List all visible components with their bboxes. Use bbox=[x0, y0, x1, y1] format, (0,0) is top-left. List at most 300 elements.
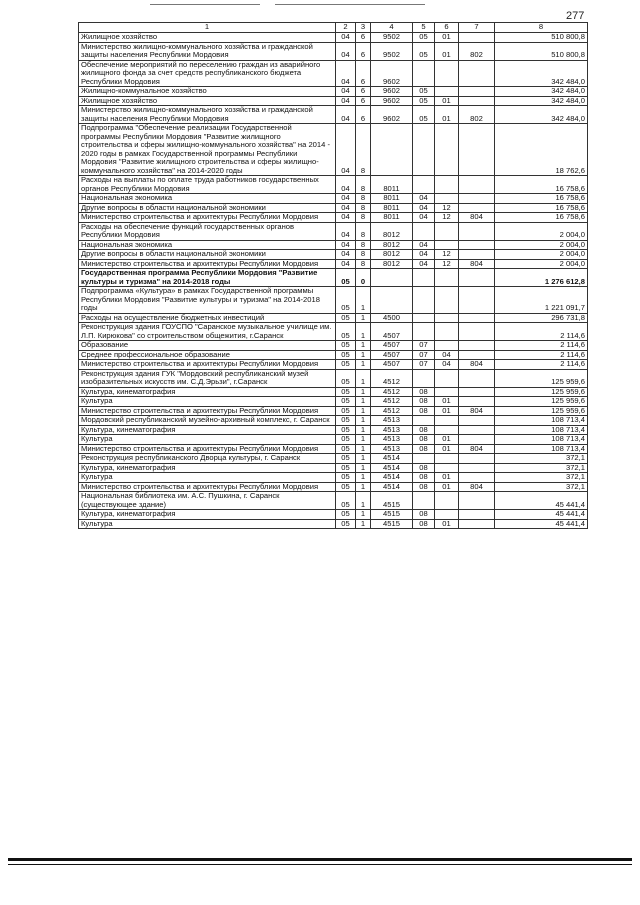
code-cell bbox=[459, 473, 495, 483]
code-cell: 04 bbox=[336, 176, 356, 194]
code-cell bbox=[459, 454, 495, 464]
code-cell bbox=[459, 96, 495, 106]
code-cell bbox=[413, 176, 435, 194]
code-cell bbox=[435, 176, 459, 194]
code-cell bbox=[435, 454, 459, 464]
code-cell: 05 bbox=[336, 323, 356, 341]
code-cell: 1 bbox=[356, 519, 371, 529]
code-cell: 05 bbox=[336, 369, 356, 387]
code-cell bbox=[371, 287, 413, 314]
amount-cell: 372,1 bbox=[495, 482, 588, 492]
code-cell: 04 bbox=[336, 33, 356, 43]
code-cell: 04 bbox=[413, 213, 435, 223]
row-name-cell: Министерство строительства и архитектуры Республики Мордовия bbox=[79, 482, 336, 492]
code-cell bbox=[459, 341, 495, 351]
code-cell: 01 bbox=[435, 482, 459, 492]
row-name-cell: Культура, кинематография bbox=[79, 387, 336, 397]
code-cell: 04 bbox=[336, 203, 356, 213]
code-cell: 8 bbox=[356, 203, 371, 213]
table-row bbox=[79, 463, 588, 473]
code-cell: 01 bbox=[435, 33, 459, 43]
table-row bbox=[79, 203, 588, 213]
budget-table bbox=[78, 22, 588, 529]
code-cell: 04 bbox=[336, 60, 356, 87]
table-body bbox=[79, 23, 588, 529]
code-cell: 07 bbox=[413, 360, 435, 370]
code-cell: 04 bbox=[413, 259, 435, 269]
table-row bbox=[79, 492, 588, 510]
code-cell: 1 bbox=[356, 341, 371, 351]
amount-cell: 16 758,6 bbox=[495, 176, 588, 194]
code-cell bbox=[459, 124, 495, 176]
code-cell: 802 bbox=[459, 106, 495, 124]
table-row bbox=[79, 444, 588, 454]
table-row bbox=[79, 425, 588, 435]
code-cell: 4513 bbox=[371, 435, 413, 445]
amount-cell: 2 004,0 bbox=[495, 250, 588, 260]
code-cell: 4514 bbox=[371, 482, 413, 492]
code-cell: 1 bbox=[356, 406, 371, 416]
amount-cell: 125 959,6 bbox=[495, 406, 588, 416]
code-cell bbox=[459, 397, 495, 407]
code-cell: 8 bbox=[356, 259, 371, 269]
amount-cell: 342 484,0 bbox=[495, 106, 588, 124]
column-header: 4 bbox=[371, 23, 413, 33]
table-row bbox=[79, 60, 588, 87]
table-row bbox=[79, 250, 588, 260]
code-cell: 802 bbox=[459, 42, 495, 60]
amount-cell: 2 004,0 bbox=[495, 240, 588, 250]
table-row bbox=[79, 519, 588, 529]
table-row bbox=[79, 360, 588, 370]
code-cell: 04 bbox=[336, 194, 356, 204]
code-cell bbox=[459, 194, 495, 204]
code-cell: 4512 bbox=[371, 369, 413, 387]
row-name-cell: Министерство строительства и архитектуры Республики Мордовия bbox=[79, 259, 336, 269]
table-row bbox=[79, 287, 588, 314]
code-cell: 04 bbox=[413, 250, 435, 260]
amount-cell: 510 800,8 bbox=[495, 33, 588, 43]
code-cell: 804 bbox=[459, 482, 495, 492]
code-cell: 04 bbox=[336, 124, 356, 176]
code-cell: 1 bbox=[356, 397, 371, 407]
amount-cell: 16 758,6 bbox=[495, 203, 588, 213]
code-cell: 4507 bbox=[371, 323, 413, 341]
code-cell: 9602 bbox=[371, 96, 413, 106]
code-cell bbox=[435, 387, 459, 397]
code-cell bbox=[459, 350, 495, 360]
row-name-cell: Реконструкция здания ГУК "Мордовский республиканский музей изобразительных искусств им. С.Д.Эрьзи", г.Саранск bbox=[79, 369, 336, 387]
row-name-cell: Другие вопросы в области национальной экономики bbox=[79, 203, 336, 213]
code-cell bbox=[459, 492, 495, 510]
code-cell: 4507 bbox=[371, 341, 413, 351]
code-cell: 01 bbox=[435, 444, 459, 454]
code-cell: 804 bbox=[459, 360, 495, 370]
code-cell: 4512 bbox=[371, 406, 413, 416]
code-cell: 4514 bbox=[371, 473, 413, 483]
code-cell bbox=[435, 60, 459, 87]
code-cell: 4507 bbox=[371, 350, 413, 360]
code-cell: 4507 bbox=[371, 360, 413, 370]
row-name-cell: Жилищное хозяйство bbox=[79, 96, 336, 106]
code-cell: 4513 bbox=[371, 416, 413, 426]
code-cell: 08 bbox=[413, 387, 435, 397]
code-cell bbox=[459, 60, 495, 87]
column-header: 6 bbox=[435, 23, 459, 33]
amount-cell: 108 713,4 bbox=[495, 416, 588, 426]
code-cell: 8012 bbox=[371, 250, 413, 260]
code-cell: 04 bbox=[336, 240, 356, 250]
row-name-cell: Подпрограмма "Обеспечение реализации Государственной программы Республики Мордовия "Развитие жилищного строительства и сферы жилищно-коммунального хозяйства" на 2014 - 2020 годы в рамках Государственной программы Республики Мордовия "Развитие жилищного строительства и сферы жилищно-коммунального хозяйства" на 2014-2020 годы bbox=[79, 124, 336, 176]
column-header: 8 bbox=[495, 23, 588, 33]
row-name-cell: Культура bbox=[79, 397, 336, 407]
table-row bbox=[79, 323, 588, 341]
table-row bbox=[79, 106, 588, 124]
code-cell: 04 bbox=[336, 106, 356, 124]
table-row bbox=[79, 397, 588, 407]
code-cell bbox=[435, 323, 459, 341]
row-name-cell: Культура, кинематография bbox=[79, 510, 336, 520]
code-cell: 05 bbox=[336, 406, 356, 416]
code-cell bbox=[413, 287, 435, 314]
table-row bbox=[79, 473, 588, 483]
amount-cell: 16 758,6 bbox=[495, 213, 588, 223]
code-cell: 1 bbox=[356, 313, 371, 323]
row-name-cell: Расходы на осуществление бюджетных инвестиций bbox=[79, 313, 336, 323]
amount-cell: 372,1 bbox=[495, 463, 588, 473]
amount-cell: 2 114,6 bbox=[495, 350, 588, 360]
code-cell: 08 bbox=[413, 425, 435, 435]
table-row bbox=[79, 194, 588, 204]
table-row bbox=[79, 33, 588, 43]
code-cell: 05 bbox=[336, 416, 356, 426]
row-name-cell: Другие вопросы в области национальной экономики bbox=[79, 250, 336, 260]
amount-cell: 372,1 bbox=[495, 473, 588, 483]
amount-cell: 2 004,0 bbox=[495, 259, 588, 269]
code-cell bbox=[435, 341, 459, 351]
code-cell: 05 bbox=[413, 106, 435, 124]
code-cell: 8 bbox=[356, 250, 371, 260]
code-cell: 1 bbox=[356, 510, 371, 520]
row-name-cell: Мордовский республиканский музейно-архивный комплекс, г. Саранск bbox=[79, 416, 336, 426]
code-cell: 1 bbox=[356, 323, 371, 341]
table-row bbox=[79, 87, 588, 97]
row-name-cell: Расходы на выплаты по оплате труда работников государственных органов Республики Мордовия bbox=[79, 176, 336, 194]
amount-cell: 125 959,6 bbox=[495, 387, 588, 397]
code-cell: 9502 bbox=[371, 42, 413, 60]
code-cell: 01 bbox=[435, 96, 459, 106]
row-name-cell: Государственная программа Республики Мордовия "Развитие культуры и туризма" на 2014-2018 годы bbox=[79, 269, 336, 287]
code-cell bbox=[371, 269, 413, 287]
amount-cell: 1 221 091,7 bbox=[495, 287, 588, 314]
code-cell: 05 bbox=[336, 444, 356, 454]
code-cell: 8 bbox=[356, 240, 371, 250]
code-cell: 07 bbox=[413, 341, 435, 351]
code-cell: 4500 bbox=[371, 313, 413, 323]
row-name-cell: Обеспечение мероприятий по переселению граждан из аварийного жилищного фонда за счет средств республиканского бюджета Республики Мордовия bbox=[79, 60, 336, 87]
code-cell: 05 bbox=[336, 435, 356, 445]
code-cell: 4513 bbox=[371, 425, 413, 435]
code-cell bbox=[413, 323, 435, 341]
code-cell: 0 bbox=[356, 269, 371, 287]
column-header: 3 bbox=[356, 23, 371, 33]
amount-cell: 2 114,6 bbox=[495, 341, 588, 351]
code-cell: 05 bbox=[336, 425, 356, 435]
row-name-cell: Образование bbox=[79, 341, 336, 351]
code-cell: 08 bbox=[413, 473, 435, 483]
code-cell: 08 bbox=[413, 435, 435, 445]
code-cell bbox=[413, 454, 435, 464]
row-name-cell: Национальная библиотека им. А.С. Пушкина, г. Саранск (существующее здание) bbox=[79, 492, 336, 510]
code-cell: 01 bbox=[435, 42, 459, 60]
code-cell bbox=[413, 313, 435, 323]
code-cell: 01 bbox=[435, 106, 459, 124]
code-cell: 4515 bbox=[371, 492, 413, 510]
code-cell: 8 bbox=[356, 222, 371, 240]
table-row bbox=[79, 350, 588, 360]
code-cell: 1 bbox=[356, 492, 371, 510]
code-cell: 08 bbox=[413, 406, 435, 416]
code-cell: 05 bbox=[336, 287, 356, 314]
code-cell: 05 bbox=[336, 463, 356, 473]
code-cell: 01 bbox=[435, 397, 459, 407]
amount-cell: 45 441,4 bbox=[495, 519, 588, 529]
code-cell: 05 bbox=[336, 313, 356, 323]
code-cell bbox=[459, 323, 495, 341]
code-cell bbox=[435, 510, 459, 520]
code-cell: 1 bbox=[356, 425, 371, 435]
code-cell: 08 bbox=[413, 444, 435, 454]
amount-cell: 16 758,6 bbox=[495, 194, 588, 204]
code-cell: 07 bbox=[413, 350, 435, 360]
code-cell: 1 bbox=[356, 473, 371, 483]
amount-cell: 45 441,4 bbox=[495, 492, 588, 510]
code-cell: 04 bbox=[336, 259, 356, 269]
row-name-cell: Министерство строительства и архитектуры Республики Мордовия bbox=[79, 444, 336, 454]
code-cell: 4512 bbox=[371, 387, 413, 397]
code-cell: 4514 bbox=[371, 454, 413, 464]
amount-cell: 2 114,6 bbox=[495, 360, 588, 370]
code-cell: 4515 bbox=[371, 519, 413, 529]
code-cell: 1 bbox=[356, 444, 371, 454]
code-cell: 4514 bbox=[371, 463, 413, 473]
code-cell: 04 bbox=[413, 240, 435, 250]
code-cell bbox=[459, 33, 495, 43]
table-row bbox=[79, 435, 588, 445]
code-cell: 6 bbox=[356, 106, 371, 124]
table-row bbox=[79, 387, 588, 397]
code-cell bbox=[459, 250, 495, 260]
code-cell: 4512 bbox=[371, 397, 413, 407]
code-cell: 6 bbox=[356, 33, 371, 43]
table-row bbox=[79, 406, 588, 416]
code-cell bbox=[435, 287, 459, 314]
code-cell: 04 bbox=[435, 350, 459, 360]
code-cell: 04 bbox=[336, 250, 356, 260]
code-cell bbox=[435, 124, 459, 176]
code-cell: 05 bbox=[336, 519, 356, 529]
code-cell: 05 bbox=[336, 350, 356, 360]
row-name-cell: Министерство строительства и архитектуры Республики Мордовия bbox=[79, 406, 336, 416]
code-cell: 804 bbox=[459, 444, 495, 454]
code-cell: 05 bbox=[336, 473, 356, 483]
table-row bbox=[79, 240, 588, 250]
code-cell bbox=[435, 463, 459, 473]
bottom-rule bbox=[8, 858, 632, 861]
row-name-cell: Министерство строительства и архитектуры Республики Мордовия bbox=[79, 360, 336, 370]
amount-cell: 342 484,0 bbox=[495, 60, 588, 87]
code-cell: 01 bbox=[435, 435, 459, 445]
code-cell: 8012 bbox=[371, 222, 413, 240]
code-cell: 9602 bbox=[371, 87, 413, 97]
code-cell: 1 bbox=[356, 387, 371, 397]
code-cell: 01 bbox=[435, 519, 459, 529]
code-cell bbox=[459, 463, 495, 473]
code-cell: 8012 bbox=[371, 259, 413, 269]
code-cell: 01 bbox=[435, 406, 459, 416]
amount-cell: 125 959,6 bbox=[495, 397, 588, 407]
code-cell: 04 bbox=[336, 96, 356, 106]
code-cell: 6 bbox=[356, 42, 371, 60]
table-header-row bbox=[79, 23, 588, 33]
row-name-cell: Подпрограмма «Культура» в рамках Государственной программы Республики Мордовия "Развитие культуры и туризма" на 2014-2018 годы bbox=[79, 287, 336, 314]
code-cell: 804 bbox=[459, 259, 495, 269]
column-header: 2 bbox=[336, 23, 356, 33]
code-cell bbox=[435, 369, 459, 387]
code-cell bbox=[459, 425, 495, 435]
page-number: 277 bbox=[566, 10, 585, 22]
row-name-cell: Культура bbox=[79, 473, 336, 483]
code-cell: 08 bbox=[413, 510, 435, 520]
row-name-cell: Среднее профессиональное образование bbox=[79, 350, 336, 360]
code-cell: 6 bbox=[356, 96, 371, 106]
code-cell: 05 bbox=[413, 42, 435, 60]
code-cell: 05 bbox=[413, 33, 435, 43]
code-cell bbox=[413, 416, 435, 426]
code-cell: 1 bbox=[356, 369, 371, 387]
row-name-cell: Министерство строительства и архитектуры Республики Мордовия bbox=[79, 213, 336, 223]
code-cell: 12 bbox=[435, 203, 459, 213]
table-row bbox=[79, 124, 588, 176]
code-cell: 08 bbox=[413, 519, 435, 529]
code-cell: 12 bbox=[435, 213, 459, 223]
code-cell: 6 bbox=[356, 87, 371, 97]
code-cell bbox=[459, 87, 495, 97]
row-name-cell: Культура bbox=[79, 435, 336, 445]
code-cell: 05 bbox=[336, 510, 356, 520]
column-header: 7 bbox=[459, 23, 495, 33]
bottom-rule bbox=[8, 864, 632, 865]
code-cell bbox=[459, 203, 495, 213]
code-cell: 1 bbox=[356, 454, 371, 464]
code-cell: 8011 bbox=[371, 203, 413, 213]
top-scan-mark bbox=[275, 4, 425, 5]
table-row bbox=[79, 416, 588, 426]
amount-cell: 108 713,4 bbox=[495, 444, 588, 454]
amount-cell: 2 114,6 bbox=[495, 323, 588, 341]
table-row bbox=[79, 176, 588, 194]
amount-cell: 342 484,0 bbox=[495, 87, 588, 97]
code-cell: 8011 bbox=[371, 194, 413, 204]
code-cell: 804 bbox=[459, 406, 495, 416]
code-cell: 04 bbox=[336, 87, 356, 97]
table-row bbox=[79, 341, 588, 351]
code-cell bbox=[435, 194, 459, 204]
row-name-cell: Министерство жилищно-коммунального хозяйства и гражданской защиты населения Республики Мордовия bbox=[79, 42, 336, 60]
code-cell bbox=[435, 87, 459, 97]
table-row bbox=[79, 42, 588, 60]
row-name-cell: Национальная экономика bbox=[79, 194, 336, 204]
code-cell: 4513 bbox=[371, 444, 413, 454]
table-row bbox=[79, 269, 588, 287]
amount-cell: 2 004,0 bbox=[495, 222, 588, 240]
code-cell bbox=[459, 240, 495, 250]
code-cell bbox=[435, 416, 459, 426]
code-cell bbox=[413, 369, 435, 387]
code-cell bbox=[413, 492, 435, 510]
code-cell bbox=[459, 287, 495, 314]
code-cell: 1 bbox=[356, 360, 371, 370]
code-cell: 04 bbox=[336, 222, 356, 240]
code-cell: 1 bbox=[356, 287, 371, 314]
code-cell bbox=[459, 369, 495, 387]
table-row bbox=[79, 482, 588, 492]
code-cell bbox=[435, 492, 459, 510]
column-header: 5 bbox=[413, 23, 435, 33]
code-cell: 05 bbox=[413, 96, 435, 106]
code-cell: 05 bbox=[336, 482, 356, 492]
code-cell: 1 bbox=[356, 463, 371, 473]
column-header: 1 bbox=[79, 23, 336, 33]
code-cell: 804 bbox=[459, 213, 495, 223]
row-name-cell: Реконструкция здания ГОУСПО "Саранское музыкальное училище им. Л.П. Кирюкова" со строительством общежития, г.Саранск bbox=[79, 323, 336, 341]
code-cell: 8 bbox=[356, 213, 371, 223]
table-row bbox=[79, 96, 588, 106]
code-cell bbox=[435, 269, 459, 287]
code-cell: 1 bbox=[356, 482, 371, 492]
code-cell bbox=[459, 435, 495, 445]
row-name-cell: Расходы на обеспечение функций государственных органов Республики Мордовия bbox=[79, 222, 336, 240]
code-cell: 8011 bbox=[371, 213, 413, 223]
table-row bbox=[79, 213, 588, 223]
code-cell: 01 bbox=[435, 473, 459, 483]
amount-cell: 296 731,8 bbox=[495, 313, 588, 323]
code-cell: 08 bbox=[413, 482, 435, 492]
code-cell: 9502 bbox=[371, 33, 413, 43]
code-cell bbox=[459, 222, 495, 240]
code-cell: 04 bbox=[336, 42, 356, 60]
amount-cell: 45 441,4 bbox=[495, 510, 588, 520]
amount-cell: 372,1 bbox=[495, 454, 588, 464]
code-cell: 08 bbox=[413, 397, 435, 407]
table-row bbox=[79, 369, 588, 387]
amount-cell: 125 959,6 bbox=[495, 369, 588, 387]
row-name-cell: Реконструкция республиканского Дворца культуры, г. Саранск bbox=[79, 454, 336, 464]
amount-cell: 1 276 612,8 bbox=[495, 269, 588, 287]
code-cell: 8 bbox=[356, 124, 371, 176]
code-cell: 04 bbox=[336, 213, 356, 223]
code-cell: 8011 bbox=[371, 176, 413, 194]
code-cell: 8 bbox=[356, 194, 371, 204]
code-cell: 05 bbox=[336, 492, 356, 510]
code-cell: 04 bbox=[413, 194, 435, 204]
code-cell: 9602 bbox=[371, 60, 413, 87]
code-cell: 05 bbox=[336, 387, 356, 397]
code-cell: 6 bbox=[356, 60, 371, 87]
amount-cell: 108 713,4 bbox=[495, 425, 588, 435]
code-cell: 04 bbox=[413, 203, 435, 213]
code-cell: 12 bbox=[435, 250, 459, 260]
